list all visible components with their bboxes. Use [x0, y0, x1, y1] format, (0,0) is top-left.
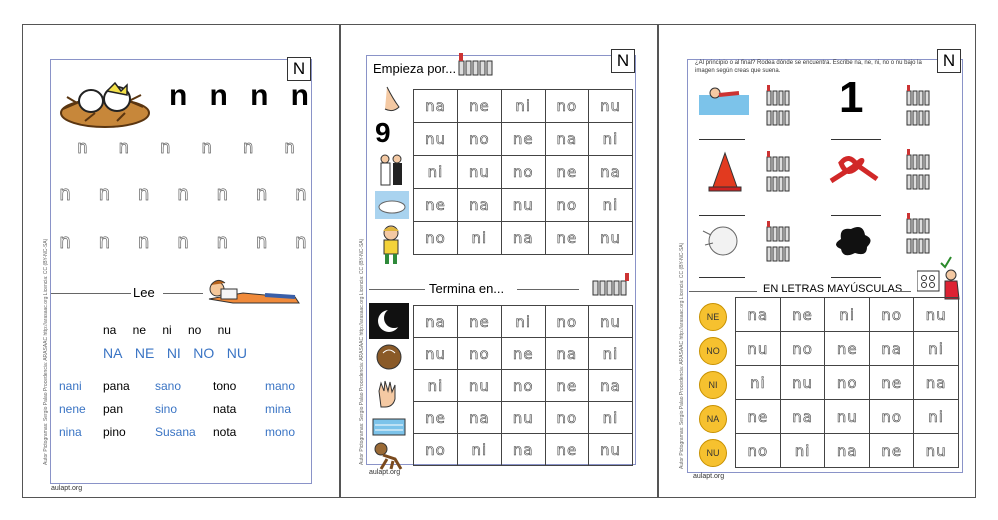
grid-cell: nu	[414, 338, 458, 370]
word: nani	[59, 379, 82, 393]
grid-cell: na	[545, 123, 588, 156]
trace-letter: n	[242, 137, 254, 158]
grid-cell: na	[780, 400, 825, 434]
trace-letter: n	[118, 137, 130, 158]
trace-row-2	[59, 181, 307, 205]
syllable-grid-start	[413, 89, 633, 255]
grid-cell: na	[414, 306, 458, 338]
trace-letter: n	[255, 181, 268, 205]
bird-nest-icon	[55, 73, 155, 129]
word: mono	[265, 425, 296, 439]
grid-cell: no	[545, 189, 588, 222]
trace-letter: n	[284, 137, 295, 158]
swimming-pool-icon	[371, 413, 407, 439]
divider	[51, 293, 131, 294]
big-letter: n	[250, 79, 269, 112]
syllable: nu	[217, 323, 231, 337]
divider	[163, 293, 203, 294]
divider	[369, 289, 425, 290]
grid-cell: na	[457, 189, 501, 222]
grid-cell: no	[414, 434, 458, 466]
trace-letter: n	[216, 181, 229, 205]
syllable-grid-end	[413, 305, 633, 466]
grid-cell: ni	[589, 189, 633, 222]
number-one: 1	[839, 73, 864, 122]
grid-cell: nu	[501, 402, 545, 434]
trace-letter: n	[255, 229, 268, 253]
syllable: ne	[132, 323, 147, 337]
grid-cell: ni	[414, 370, 458, 402]
grid-cell: no	[545, 90, 588, 123]
grid-cell: nu	[589, 90, 633, 123]
grid-cell: ne	[414, 189, 458, 222]
child-reading-icon	[203, 275, 303, 307]
grid-cell: no	[870, 400, 914, 434]
divider	[517, 289, 579, 290]
word: nina	[59, 425, 82, 439]
people-group-icon	[905, 149, 935, 193]
girl-board-icon	[917, 253, 963, 303]
grid-cell: na	[414, 90, 458, 123]
grid-cell: ne	[870, 366, 914, 400]
big-letter: n	[169, 79, 188, 112]
word-table	[59, 379, 303, 439]
answer-line	[831, 139, 881, 140]
trace-letter: n	[176, 181, 189, 205]
footer-url: aulapt.org	[51, 485, 83, 492]
word: mina	[265, 402, 292, 416]
grid-cell: ni	[914, 400, 959, 434]
answer-line	[699, 139, 745, 140]
girl-icon	[379, 225, 403, 265]
grid-cell: no	[825, 366, 870, 400]
grid-cell: ni	[589, 402, 633, 434]
big-letter: n	[290, 79, 309, 112]
answer-line	[699, 215, 745, 216]
word: pana	[103, 379, 130, 393]
trace-letter: n	[77, 137, 88, 158]
word: pan	[103, 402, 124, 416]
grid-cell: ne	[457, 306, 501, 338]
footer-url: aulapt.org	[693, 473, 725, 480]
coconut-icon	[373, 343, 405, 371]
trace-letter: n	[137, 229, 150, 253]
trace-row-3	[59, 229, 307, 253]
footer-url: aulapt.org	[369, 469, 401, 476]
credits-text: Autor Pictogramas: Sergio Palao Procedencia: ARASAAC http://arasaac.org Licencia: CC (BY-NC-SA)	[43, 238, 49, 465]
trace-letter: n	[98, 229, 111, 253]
big-letter-row	[169, 79, 309, 113]
grid-cell: ni	[914, 332, 959, 366]
trace-letter: n	[137, 181, 150, 205]
hand-icon	[373, 377, 403, 409]
grid-cell: no	[414, 222, 458, 255]
grid-cell: nu	[457, 156, 501, 189]
corner-letter-box: N	[611, 49, 635, 73]
grid-cell: no	[457, 123, 501, 156]
grid-cell: na	[457, 402, 501, 434]
worksheet-page-3	[658, 24, 976, 498]
trace-letter: n	[59, 181, 72, 205]
word: mano	[265, 379, 296, 393]
grid-cell: no	[870, 298, 914, 332]
grid-cell: ni	[736, 366, 781, 400]
people-group-icon	[905, 85, 935, 129]
syllables-lower	[103, 323, 231, 337]
syllable: NI	[166, 345, 181, 361]
worksheet-page-2	[340, 24, 658, 498]
word: nata	[213, 402, 237, 416]
trace-letter: n	[201, 137, 213, 158]
grid-cell: nu	[457, 370, 501, 402]
trace-row-1	[77, 137, 295, 158]
grid-cell: na	[501, 222, 545, 255]
corner-letter-box: N	[287, 57, 311, 81]
number-nine: 9	[375, 117, 391, 148]
word: sino	[155, 402, 178, 416]
grid-cell: na	[589, 156, 633, 189]
grid-cell: no	[545, 306, 588, 338]
bride-groom-icon	[379, 153, 405, 187]
grid-cell: nu	[914, 298, 959, 332]
people-group-icon	[765, 151, 795, 195]
grid-cell: ne	[870, 434, 914, 468]
divider	[689, 291, 757, 292]
trace-letter: n	[216, 229, 229, 253]
syllable: ni	[162, 323, 172, 337]
grid-cell: no	[736, 434, 781, 468]
trace-letter: n	[98, 181, 111, 205]
word: nene	[59, 402, 86, 416]
heading-start: Empieza por...	[373, 61, 457, 76]
credits-text: Autor Pictogramas: Sergio Palao Procedencia: ARASAAC http://arasaac.org Licencia: CC (BY-NC-SA)	[359, 238, 365, 465]
word: nota	[213, 425, 237, 439]
grid-cell: nu	[589, 434, 633, 466]
people-group-icon	[765, 85, 795, 129]
worksheet-page-1	[22, 24, 340, 498]
answer-line	[831, 215, 881, 216]
grid-cell: ni	[825, 298, 870, 332]
grid-cell: ni	[589, 338, 633, 370]
syllable-circle: NU	[699, 439, 727, 467]
grid-cell: na	[589, 370, 633, 402]
trace-letter: n	[176, 229, 189, 253]
grid-cell: ne	[736, 400, 781, 434]
syllable-circle: NO	[699, 337, 727, 365]
trace-letter: n	[159, 137, 171, 158]
grid-cell: nu	[736, 332, 781, 366]
grid-cell: ne	[501, 338, 545, 370]
syllable-grid-caps	[735, 297, 959, 468]
people-group-icon	[905, 213, 935, 257]
grid-cell: ni	[780, 434, 825, 468]
grid-cell: ni	[501, 90, 545, 123]
word: pino	[103, 425, 126, 439]
nose-icon	[379, 85, 407, 117]
grid-cell: nu	[825, 400, 870, 434]
grid-cell: nu	[780, 366, 825, 400]
grid-cell: ni	[414, 156, 458, 189]
grid-cell: ne	[545, 434, 588, 466]
divider	[893, 291, 911, 292]
word: sano	[155, 379, 182, 393]
grid-cell: na	[545, 338, 588, 370]
grid-cell: na	[501, 434, 545, 466]
grid-cell: ne	[501, 123, 545, 156]
trace-letter: n	[59, 229, 72, 253]
syllable: no	[187, 323, 202, 337]
people-group-icon	[765, 221, 795, 265]
syllable-circle: NI	[699, 371, 727, 399]
answer-line	[831, 277, 881, 278]
grid-cell: ne	[545, 156, 588, 189]
heading-end: Termina en...	[429, 281, 505, 296]
grid-cell: na	[736, 298, 781, 332]
corner-letter-box: N	[937, 49, 961, 73]
grid-cell: ne	[414, 402, 458, 434]
people-group-icon	[591, 271, 631, 299]
grid-cell: ne	[825, 332, 870, 366]
big-letter: n	[209, 79, 228, 112]
lee-label: Lee	[133, 285, 155, 300]
grid-cell: no	[501, 370, 545, 402]
word: Susana	[155, 425, 196, 439]
grid-cell: na	[870, 332, 914, 366]
caps-heading: EN LETRAS MAYÚSCULAS	[763, 283, 903, 295]
grid-cell: nu	[414, 123, 458, 156]
answer-line	[699, 277, 745, 278]
night-moon-icon	[369, 303, 409, 339]
grid-cell: ni	[457, 222, 501, 255]
word: tono	[213, 379, 237, 393]
cloud-icon	[375, 191, 409, 219]
grid-cell: ne	[780, 298, 825, 332]
grid-cell: no	[545, 402, 588, 434]
grid-cell: no	[501, 156, 545, 189]
grid-cell: ni	[501, 306, 545, 338]
snowball-icon	[701, 221, 741, 261]
trace-letter: n	[294, 229, 307, 253]
grid-cell: na	[914, 366, 959, 400]
syllables-upper	[103, 345, 247, 361]
traffic-cone-icon	[707, 149, 743, 193]
grid-cell: nu	[914, 434, 959, 468]
people-group-icon	[457, 53, 493, 79]
knot-icon	[827, 149, 881, 189]
swimmer-icon	[699, 81, 749, 115]
trace-letter: n	[294, 181, 307, 205]
ink-stain-icon	[831, 221, 875, 261]
grid-cell: ni	[589, 123, 633, 156]
grid-cell: ni	[457, 434, 501, 466]
syllable: NU	[226, 345, 247, 361]
grid-cell: nu	[589, 306, 633, 338]
syllable-circle: NA	[699, 405, 727, 433]
grid-cell: na	[825, 434, 870, 468]
grid-cell: nu	[589, 222, 633, 255]
grid-cell: no	[457, 338, 501, 370]
syllable: NE	[134, 345, 155, 361]
credits-text: Autor Pictogramas: Sergio Palao Procedencia: ARASAAC http://arasaac.org Licencia: CC (BY-NC-SA)	[679, 242, 685, 469]
grid-cell: ne	[545, 222, 588, 255]
syllable-circle: NE	[699, 303, 727, 331]
syllable: na	[103, 323, 117, 337]
monkey-icon	[371, 441, 407, 471]
syllable: NA	[103, 345, 123, 361]
instructions-text: ¿Al principio o al final? Rodea dónde se encuentra. Escribe na, ne, ni, no o nu bajo la imagen según creas que suena.	[695, 60, 922, 74]
grid-cell: nu	[501, 189, 545, 222]
syllable: NO	[193, 345, 215, 361]
grid-cell: ne	[545, 370, 588, 402]
grid-cell: no	[780, 332, 825, 366]
grid-cell: ne	[457, 90, 501, 123]
